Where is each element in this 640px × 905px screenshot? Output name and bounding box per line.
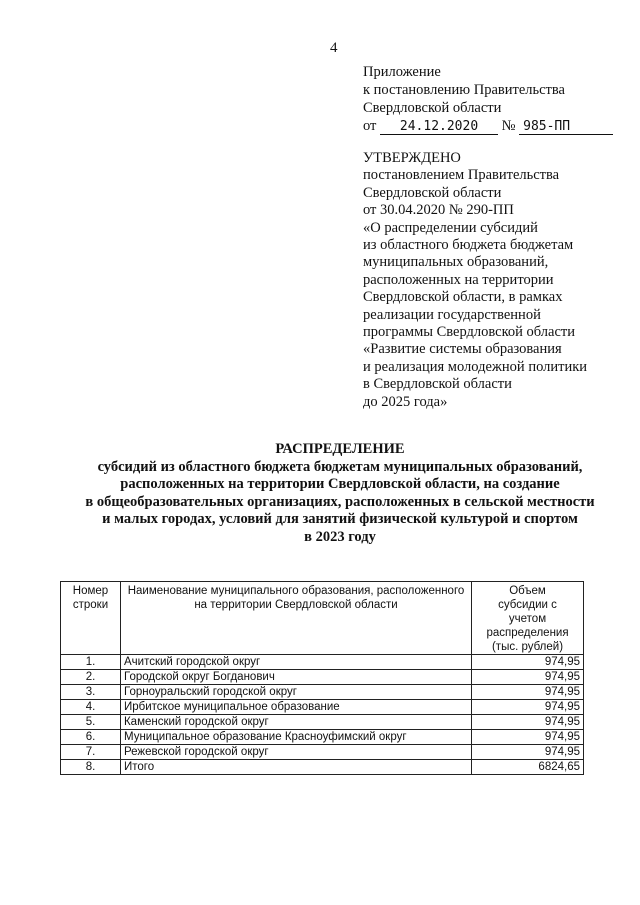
subsidy-amount: 974,95 <box>472 715 584 730</box>
municipality-name: Городской округ Богданович <box>120 670 471 685</box>
approved-line: Свердловской области <box>363 184 502 201</box>
municipality-name: Итого <box>120 760 471 775</box>
decree-date: 24.12.2020 <box>380 120 498 135</box>
row-number: 8. <box>61 760 121 775</box>
row-number: 7. <box>61 745 121 760</box>
decree-number: 985-ПП <box>519 120 613 135</box>
approved-line: от 30.04.2020 № 290-ПП <box>363 202 514 219</box>
municipality-name: Муниципальное образование Красноуфимский округ <box>120 730 471 745</box>
approved-line: из областного бюджета бюджетам <box>363 237 574 254</box>
page-number: 4 <box>330 40 338 56</box>
table-row <box>61 745 584 760</box>
subsidy-amount: 974,95 <box>472 745 584 760</box>
table-row-total <box>61 760 584 775</box>
row-number: 4. <box>61 700 121 715</box>
approved-line: реализации государственной <box>363 306 541 323</box>
table-row <box>61 670 584 685</box>
appendix-title: Приложение <box>363 64 441 80</box>
row-number: 6. <box>61 730 121 745</box>
approved-line: «О распределении субсидий <box>363 219 538 236</box>
approved-line: до 2025 года» <box>363 393 448 410</box>
appendix-line: к постановлению Правительства <box>363 82 565 98</box>
distribution-table <box>60 581 584 775</box>
date-prefix: от <box>363 118 377 134</box>
table-row <box>61 655 584 670</box>
subsidy-amount: 974,95 <box>472 730 584 745</box>
table-row <box>61 730 584 745</box>
municipality-name: Режевской городской округ <box>120 745 471 760</box>
appendix-line: Свердловской области <box>363 100 502 116</box>
heading-line: в 2023 году <box>304 528 376 545</box>
number-prefix: № <box>501 118 516 134</box>
approved-line: и реализация молодежной политики <box>363 358 588 375</box>
table-row <box>61 685 584 700</box>
approved-line: «Развитие системы образования <box>363 341 562 358</box>
header-subsidy-amount: Объем субсидии с учетом распределения (тыс. рублей) <box>472 582 584 655</box>
table-row <box>61 715 584 730</box>
approved-line: расположенных на территории <box>363 271 554 288</box>
row-number: 1. <box>61 655 121 670</box>
municipality-name: Ирбитское муниципальное образование <box>120 700 471 715</box>
subsidy-amount: 6824,65 <box>472 760 584 775</box>
header-municipality-name: Наименование муниципального образования, расположенного на территории Свердловской области <box>120 582 471 655</box>
heading-line: и малых городах, условий для занятий физической культурой и спортом <box>102 511 578 527</box>
heading-line: субсидий из областного бюджета бюджетам муниципальных образований, <box>97 458 583 475</box>
approved-line: программы Свердловской области <box>363 324 576 341</box>
table-row <box>61 700 584 715</box>
subsidy-amount: 974,95 <box>472 655 584 670</box>
heading-line: расположенных на территории Свердловской области, на создание <box>120 476 560 492</box>
municipality-name: Горноуральский городской округ <box>120 685 471 700</box>
appendix-date-line <box>363 117 613 135</box>
approved-line: УТВЕРЖДЕНО <box>363 150 461 166</box>
document-heading <box>50 441 630 546</box>
approved-line: в Свердловской области <box>363 376 512 393</box>
row-number: 5. <box>61 715 121 730</box>
subsidy-amount: 974,95 <box>472 685 584 700</box>
approved-block <box>363 150 587 411</box>
row-number: 3. <box>61 685 121 700</box>
row-number: 2. <box>61 670 121 685</box>
municipality-name: Каменский городской округ <box>120 715 471 730</box>
municipality-name: Ачитский городской округ <box>120 655 471 670</box>
header-row-number: Номер строки <box>61 582 121 655</box>
table-header-row <box>61 582 584 655</box>
heading-line: в общеобразовательных организациях, расположенных в сельской местности <box>85 493 595 510</box>
appendix-block <box>363 63 613 135</box>
subsidy-amount: 974,95 <box>472 700 584 715</box>
approved-line: муниципальных образований, <box>363 254 549 271</box>
heading-title: РАСПРЕДЕЛЕНИЕ <box>275 441 405 457</box>
subsidy-amount: 974,95 <box>472 670 584 685</box>
approved-line: Свердловской области, в рамках <box>363 289 563 306</box>
approved-line: постановлением Правительства <box>363 167 560 184</box>
